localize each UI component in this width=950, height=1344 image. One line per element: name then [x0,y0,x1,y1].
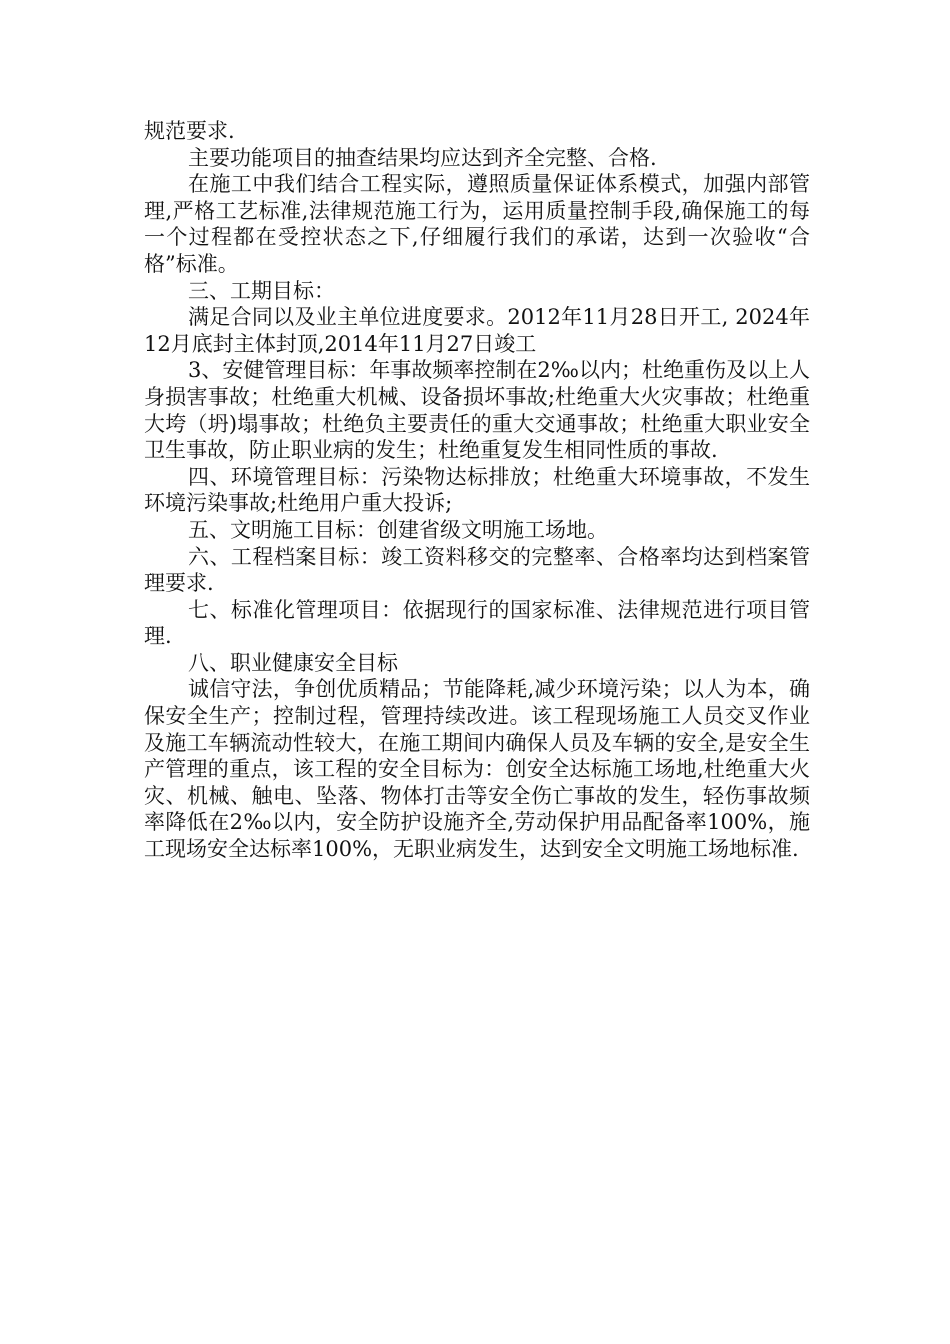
paragraph-12: 诚信守法，争创优质精品；节能降耗,减少环境污染；以人为本，确保安全生产；控制过程，管理持续改进。该工程现场施工人员交叉作业及施工车辆流动性较大，在施工期间内确保人员及车辆的安全,是安全生产管理的重点，该工程的安全目标为：创安全达标施工场地,杜绝重大火灾、机械、触电、坠落、物体打击等安全伤亡事故的发生，轻伤事故频率降低在2‰以内，安全防护设施齐全,劳动保护用品配备率100%，施工现场安全达标率100%，无职业病发生，达到安全文明施工场地标准. [144,677,810,862]
paragraph-6: 3、安健管理目标：年事故频率控制在2‰以内；杜绝重伤及以上人身损害事故；杜绝重大机械、设备损坏事故;杜绝重大火灾事故；杜绝重大垮（坍)塌事故；杜绝负主要责任的重大交通事故；杜绝重大职业安全卫生事故，防止职业病的发生；杜绝重复发生相同性质的事故. [144,358,810,463]
section-heading-ohs: 八、职业健康安全目标 [188,650,398,675]
document-body [144,118,810,863]
paragraph-3: 在施工中我们结合工程实际，遵照质量保证体系模式，加强内部管理,严格工艺标准,法律规范施工行为，运用质量控制手段,确保施工的每一个过程都在受控状态之下,仔细履行我们的承诺，达到一次验收“合格”标准。 [144,172,810,276]
paragraph-10: 七、标准化管理项目：依据现行的国家标准、法律规范进行项目管理. [144,597,810,649]
paragraph-8: 五、文明施工目标：创建省级文明施工场地。 [188,517,608,542]
paragraph-5: 满足合同以及业主单位进度要求。2012年11月28日开工, 2024年12月底封主体封顶,2014年11月27日竣工 [144,305,810,356]
paragraph-1: 规范要求. [144,119,235,143]
section-heading-schedule: 三、工期目标： [188,278,335,303]
paragraph-2: 主要功能项目的抽查结果均应达到齐全完整、合格. [188,145,657,170]
paragraph-9: 六、工程档案目标：竣工资料移交的完整率、合格率均达到档案管理要求. [144,544,810,596]
paragraph-7: 四、环境管理目标：污染物达标排放；杜绝重大环境事故，不发生环境污染事故;杜绝用户重大投诉; [144,464,810,516]
